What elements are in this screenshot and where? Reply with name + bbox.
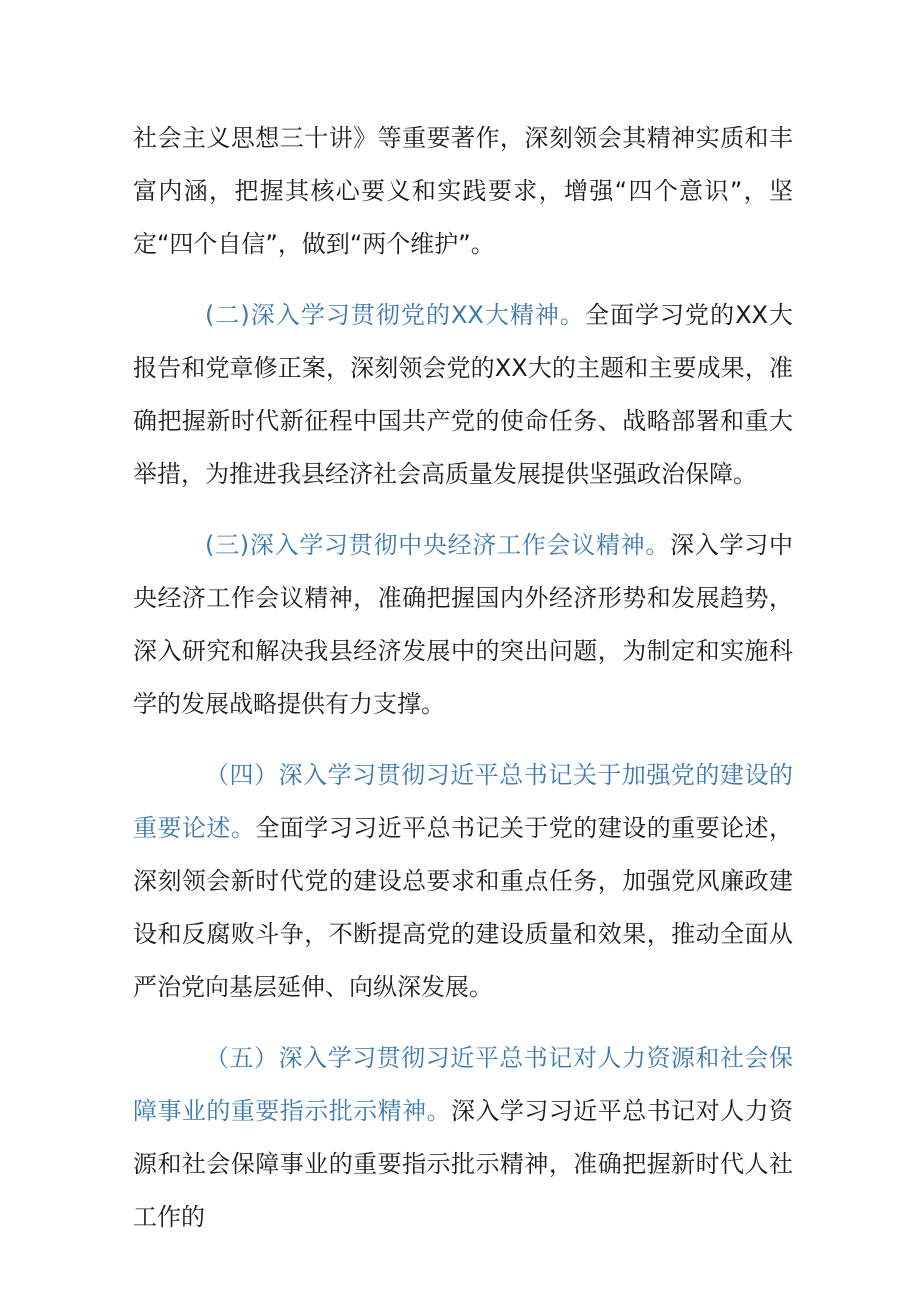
paragraph-body: 全面学习习近平总书记关于党的建设的重要论述，深刻领会新时代党的建设总要求和重点任务，加强党风廉政建设和反腐败斗争，不断提高党的建设质量和效果，推动全面从严治党向基层延伸、向纵深发展。 xyxy=(133,814,794,1001)
paragraph-section-5 xyxy=(133,1032,793,1244)
paragraph-section-2 xyxy=(133,289,793,501)
section-heading: (二)深入学习贯彻党的XX大精神。 xyxy=(205,301,585,329)
paragraph-gap xyxy=(133,1014,793,1032)
paragraph-section-4 xyxy=(133,749,793,1014)
paragraph-gap xyxy=(133,731,793,749)
paragraph-section-3 xyxy=(133,519,793,731)
section-heading: （四）深入学习贯彻习近平总书记关于加强党的建设的重要论述。 xyxy=(133,761,793,842)
paragraph-gap xyxy=(133,501,793,519)
paragraph-body: 深入学习中央经济工作会议精神，准确把握国内外经济形势和发展趋势，深入研究和解决我县经济发展中的突出问题，为制定和实施科学的发展战略提供有力支撑。 xyxy=(133,531,794,718)
paragraph-body: 社会主义思想三十讲》等重要著作，深刻领会其精神实质和丰富内涵，把握其核心要义和实践要求，增强“四个意识”，坚定“四个自信”，做到“两个维护”。 xyxy=(133,124,793,258)
paragraph-body: 全面学习党的XX大报告和党章修正案，深刻领会党的XX大的主题和主要成果，准确把握新时代新征程中国共产党的使命任务、战略部署和重大举措，为推进我县经济社会高质量发展提供坚强政治保障。 xyxy=(133,301,794,488)
section-heading: (三)深入学习贯彻中央经济工作会议精神。 xyxy=(205,531,671,559)
section-heading: （五）深入学习贯彻习近平总书记对人力资源和社会保障事业的重要指示批示精神。 xyxy=(133,1044,793,1125)
paragraph-gap xyxy=(133,271,793,289)
document-body xyxy=(133,112,793,1244)
paragraph-continuation xyxy=(133,112,793,271)
paragraph-body: 深入学习习近平总书记对人力资源和社会保障事业的重要指示批示精神，准确把握新时代人社工作的 xyxy=(133,1097,793,1231)
